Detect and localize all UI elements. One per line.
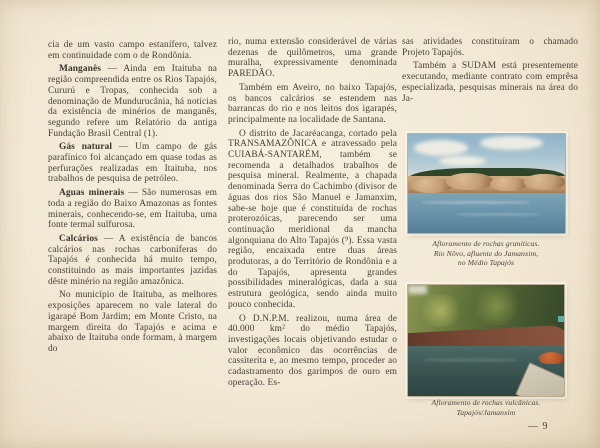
photo-foliage-highlight	[417, 294, 464, 327]
caption-line: Afloramento de rochas graníticas.	[432, 239, 540, 248]
caption-line: no Médio Tapajós	[457, 258, 515, 268]
photo-water-reflection	[455, 213, 541, 215]
paragraph	[48, 40, 217, 61]
photo-sky-speck	[558, 316, 564, 322]
photo-boulder	[490, 177, 528, 192]
paragraph-text: — Ainda em Itaituba na região compreendida entre os Rios Tapajós, Cururú e Tropas, conhecida sob a denominação de Mundurucânia, há notícias da existência de minérios de manganês, segundo refere um Relatório da antiga Fundação Brasil Central (1).	[48, 64, 217, 139]
paragraph-text: O distrito de Jacaréacanga, cortado pela TRANSAMAZÔNICA e atravessado pela CUIABÁ-SANTARÉM, também se recomenda a detalhados trabalhos de pesquisa mineral. Realmente, a chapada denominada Serra do Cachimbo (divisor de águas dos rios São Manuel e Jamanxim, sabe-se hoje que é constituída de rochas proterozóicas, parecendo ser uma continuação meridional da mancha algonquiana do Alto Tapajós (⁹). Essa vasta região, encaixada entre duas áreas produtoras, a do Território de Rondônia e a do Tapajós, apresenta grandes possibilidades mineralógicas, dada a sua estrutura geológica, sendo ainda muito pouco conhecida.	[228, 128, 397, 310]
photo-volcanic-rocks	[407, 284, 565, 397]
paragraph-text: — São numerosas em toda a região do Baixo Amazonas as fontes minerais, conhecendo-se, em Itaituba, uma fonte termal sulfurosa.	[48, 188, 217, 231]
photo-boulder	[524, 174, 565, 191]
paragraph-text: O D.N.P.M. realizou, numa área de 40.000 km² do médio Tapajós, investigações locais objetivando estudar o valor econômico das ocorrências de cassiterita e, ao mesmo tempo, proceder ao cadastramento dos garimpos de ouro em operação. Es-	[228, 313, 397, 388]
paragraph-lead: Calcários	[59, 233, 98, 244]
paragraph	[48, 290, 217, 354]
photo-sky-gap	[408, 285, 427, 294]
paragraph-calcarios	[48, 234, 217, 288]
text-column-1	[48, 40, 217, 358]
text-column-2	[228, 37, 397, 392]
paragraph-text: — Um campo de gás parafínico foi alcançado em quase todas as perfurações realizadas em Itaituba, nos trabalhos de pesquisa de petróleo.	[48, 142, 217, 185]
photo-boat	[539, 352, 564, 364]
paragraph-aguas-minerais	[48, 188, 217, 231]
photo-granite-outcrop	[407, 133, 566, 234]
caption-line: Tapajós/Jamanxim	[456, 407, 516, 417]
paragraph-manganes	[48, 64, 217, 139]
paragraph-text: No município de Itaituba, as melhores exposições aparecem no vale lateral do igarapé Bom Jardim; em Monte Cristo, na margem direita do Tapajós e acima e abaixo de Itaituba onde formam, à margem do	[48, 290, 217, 354]
paragraph-gas-natural	[48, 142, 217, 185]
photo-cloud	[439, 156, 486, 166]
paragraph-text: cia de um vasto campo estanífero, talvez em continuidade com o de Rondônia.	[48, 40, 217, 61]
paragraph	[402, 37, 578, 58]
paragraph	[228, 37, 397, 80]
paragraph-text: Também em Aveiro, no baixo Tapajós, os bancos calcários se estendem nas barrancas do rio e nos leitos dos igarapés, principalmente na localidade de Santana.	[228, 82, 397, 125]
photo-boulder	[446, 173, 493, 191]
photo-cloud	[480, 136, 543, 150]
paragraph-dnpm	[228, 314, 397, 389]
paragraph-text: — A existência de bancos calcários nas rochas carboníferas do Tapajós é conhecida há muito tempo, constituindo as mais importantes jazidas dêste minério na região amazônica.	[48, 233, 217, 287]
text-column-3	[402, 37, 578, 107]
paragraph-lead: Aguas minerais	[59, 188, 125, 199]
paragraph-text: Também a SUDAM está presentemente executando, mediante contrato com emprêsa especializada, pesquisas minerais na área do Ja-	[402, 61, 578, 104]
paragraph-text: rio, numa extensão considerável de várias dezenas de quilômetros, uma grande muralha, expressivamente denominada PAREDÃO.	[228, 37, 397, 80]
caption-line: Afloramento de rochas vulcânicas.	[431, 398, 541, 407]
paragraph	[228, 83, 397, 126]
photo-water-reflection	[424, 358, 518, 361]
page-number: — 9	[528, 421, 549, 432]
photo-caption	[400, 239, 572, 268]
paragraph-sudam	[402, 61, 578, 104]
photo-foliage-highlight	[470, 287, 523, 325]
photo-cloud	[414, 140, 467, 156]
paragraph-lead: Gás natural	[59, 142, 113, 153]
caption-line: Rio Nôvo, afluente do Jamanxim,	[433, 248, 539, 258]
paragraph-lead: Manganês	[59, 64, 101, 75]
paragraph-jacareacanga	[228, 129, 397, 311]
photo-water-reflection	[421, 201, 531, 203]
photo-caption	[400, 398, 572, 417]
paragraph-text: sas atividades constituíram o chamado Projeto Tapajós.	[402, 37, 578, 58]
